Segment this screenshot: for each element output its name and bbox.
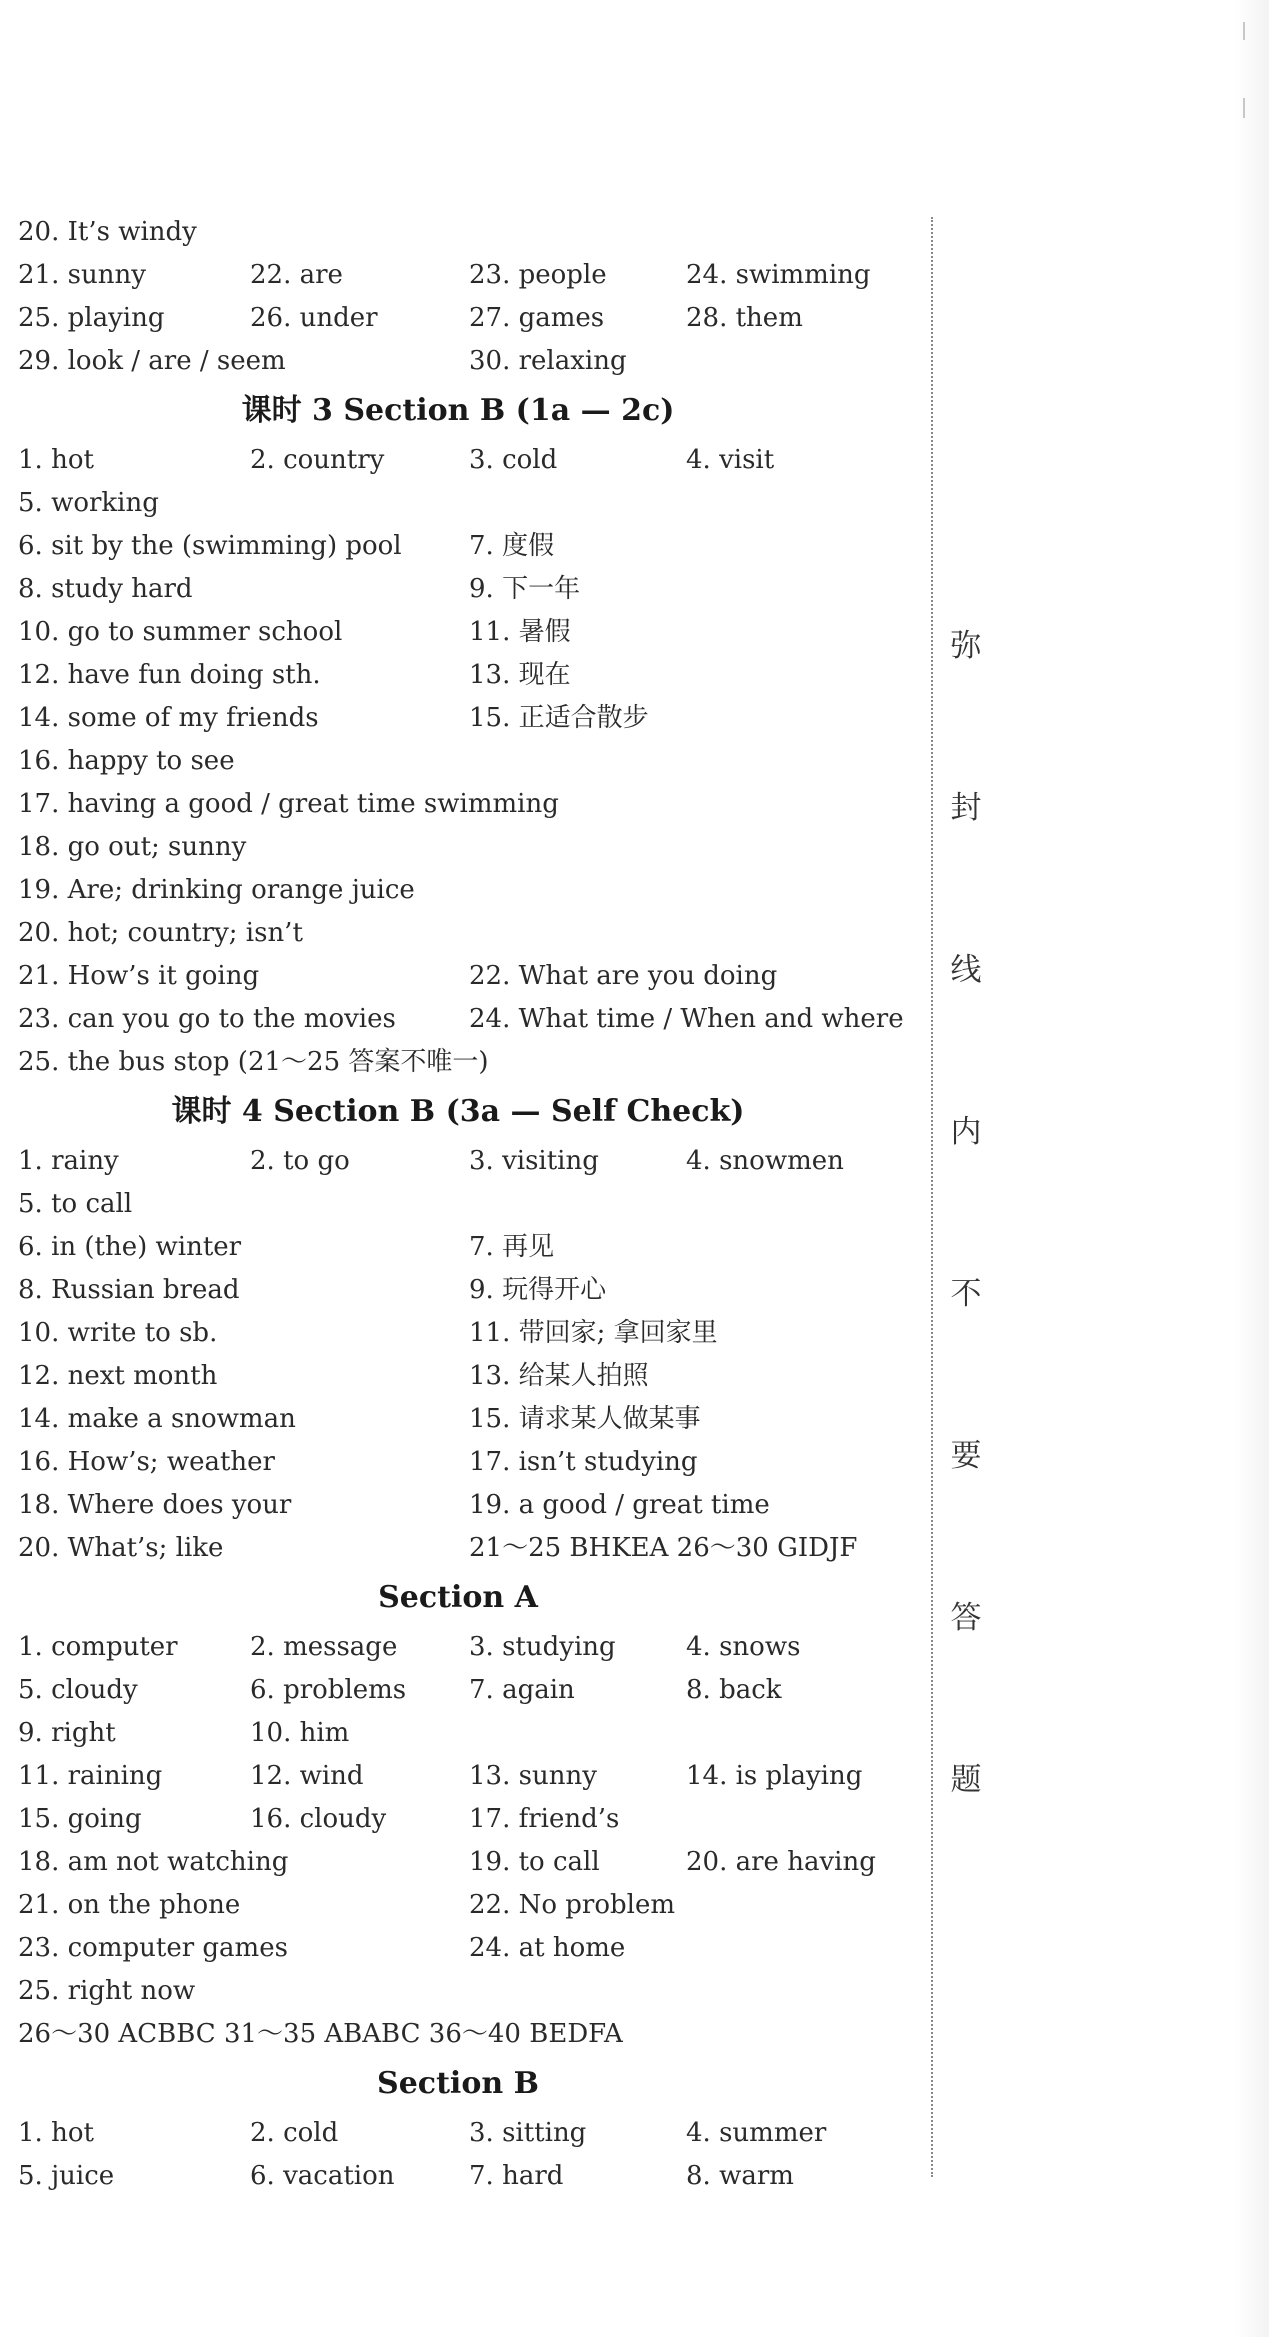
answer-item: 10. write to sb. [18, 1318, 218, 1348]
answer-item: 24. What time / When and where [469, 1004, 904, 1034]
answer-row [18, 2155, 898, 2198]
answer-item: 14. some of my friends [18, 703, 319, 733]
section-heading: Section B [377, 2066, 539, 2101]
answer-row [18, 211, 898, 254]
edge-mark [1243, 22, 1245, 40]
answer-item: 20. What’s; like [18, 1533, 224, 1563]
answer-item: 19. to call [469, 1847, 600, 1877]
answer-item: 1. computer [18, 1632, 178, 1662]
answer-item: 16. cloudy [250, 1804, 387, 1834]
answer-item: 4. summer [686, 2118, 827, 2148]
answer-item: 1. hot [18, 445, 94, 475]
answer-row [18, 998, 904, 1041]
answer-item: 3. cold [469, 445, 558, 475]
seal-dotted-line [931, 217, 933, 2177]
answer-row [18, 783, 898, 826]
answer-item: 7. again [469, 1675, 575, 1705]
answer-row [18, 1884, 898, 1927]
answer-item: 1. rainy [18, 1146, 119, 1176]
answer-item: 27. games [469, 303, 605, 333]
answer-row [18, 340, 898, 383]
answer-item: 18. Where does your [18, 1490, 292, 1520]
answer-item: 13. 现在 [469, 660, 571, 690]
answer-row [18, 1484, 898, 1527]
answer-item: 2. cold [250, 2118, 339, 2148]
edge-mark [1243, 98, 1245, 118]
answer-item: 2. country [250, 445, 385, 475]
answer-item: 17. friend’s [469, 1804, 620, 1834]
answer-item: 6. sit by the (swimming) pool [18, 531, 402, 561]
answer-item: 15. 请求某人做某事 [469, 1404, 701, 1434]
seal-char: 不 [950, 1276, 982, 1312]
answer-item: 9. right [18, 1718, 116, 1748]
answer-item: 5. cloudy [18, 1675, 138, 1705]
answer-item: 21～25 BHKEA 26～30 GIDJF [469, 1533, 858, 1563]
answer-row [18, 1183, 898, 1226]
answer-item: 7. 再见 [469, 1232, 555, 1262]
answer-row [18, 1140, 898, 1183]
answer-item: 6. vacation [250, 2161, 395, 2191]
page-edge-shadow [1235, 0, 1269, 2337]
answer-item: 24. swimming [686, 260, 871, 290]
answer-item: 23. people [469, 260, 607, 290]
answer-row [18, 654, 898, 697]
answer-item: 10. him [250, 1718, 350, 1748]
answer-item: 8. back [686, 1675, 782, 1705]
answer-item: 14. make a snowman [18, 1404, 296, 1434]
answer-row [18, 1798, 898, 1841]
answer-row [18, 1441, 898, 1484]
answer-item: 4. snowmen [686, 1146, 844, 1176]
answer-row [18, 697, 898, 740]
seal-char: 要 [950, 1438, 982, 1474]
answer-row [18, 611, 898, 654]
answer-item: 29. look / are / seem [18, 346, 286, 376]
answer-row [18, 1226, 898, 1269]
answer-item: 19. Are; drinking orange juice [18, 875, 415, 905]
answer-item: 8. warm [686, 2161, 794, 2191]
seal-char: 封 [950, 790, 982, 826]
answer-item: 5. to call [18, 1189, 133, 1219]
answer-row [18, 254, 898, 297]
answer-item: 4. snows [686, 1632, 801, 1662]
answer-item: 23. can you go to the movies [18, 1004, 396, 1034]
answer-item: 20. hot; country; isn’t [18, 918, 303, 948]
answer-row [18, 1712, 898, 1755]
answer-item: 15. 正适合散步 [469, 703, 649, 733]
answer-item: 10. go to summer school [18, 617, 343, 647]
answer-row [18, 1755, 898, 1798]
answer-row [18, 1841, 898, 1884]
answer-item: 28. them [686, 303, 803, 333]
answer-item: 21. sunny [18, 260, 146, 290]
answer-row [18, 439, 898, 482]
section-heading: 课时 4 Section B (3a — Self Check) [171, 1094, 745, 1129]
answer-item: 19. a good / great time [469, 1490, 770, 1520]
answer-item: 3. visiting [469, 1146, 599, 1176]
answer-item: 25. playing [18, 303, 165, 333]
answer-item: 26～30 ACBBC 31～35 ABABC 36～40 BEDFA [18, 2019, 623, 2049]
answer-item: 11. 带回家; 拿回家里 [469, 1318, 718, 1348]
answer-content [18, 211, 904, 2198]
seal-char: 线 [950, 952, 982, 988]
answer-row [18, 2112, 898, 2155]
answer-item: 12. next month [18, 1361, 218, 1391]
answer-item: 16. How’s; weather [18, 1447, 275, 1477]
section-heading: 课时 3 Section B (1a — 2c) [241, 393, 675, 428]
answer-item: 22. What are you doing [469, 961, 778, 991]
answer-item: 21. How’s it going [18, 961, 260, 991]
answer-item: 16. happy to see [18, 746, 235, 776]
answer-item: 24. at home [469, 1933, 626, 1963]
answer-row [18, 826, 898, 869]
answer-item: 26. under [250, 303, 378, 333]
answer-item: 3. sitting [469, 2118, 587, 2148]
answer-row [18, 1927, 898, 1970]
seal-char: 题 [950, 1762, 982, 1798]
answer-item: 17. having a good / great time swimming [18, 789, 559, 819]
answer-row [18, 1398, 898, 1441]
answer-row [18, 869, 898, 912]
answer-row [18, 1355, 898, 1398]
answer-item: 13. sunny [469, 1761, 597, 1791]
answer-item: 13. 给某人拍照 [469, 1361, 649, 1391]
answer-item: 7. 度假 [469, 531, 555, 561]
answer-item: 1. hot [18, 2118, 94, 2148]
answer-item: 25. the bus stop (21～25 答案不唯一) [18, 1047, 489, 1077]
answer-row [18, 297, 898, 340]
answer-item: 11. raining [18, 1761, 163, 1791]
answer-row [18, 1041, 898, 1084]
answer-item: 9. 玩得开心 [469, 1275, 607, 1305]
answer-row [18, 2013, 898, 2056]
answer-row [18, 1312, 898, 1355]
answer-item: 8. Russian bread [18, 1275, 240, 1305]
answer-item: 2. to go [250, 1146, 350, 1176]
answer-row [18, 1669, 898, 1712]
answer-row [18, 1269, 898, 1312]
answer-item: 11. 暑假 [469, 617, 571, 647]
answer-row [18, 912, 898, 955]
section-heading: Section A [378, 1580, 538, 1615]
answer-item: 20. It’s windy [18, 217, 197, 247]
answer-row [18, 482, 898, 525]
answer-item: 9. 下一年 [469, 574, 581, 604]
answer-item: 2. message [250, 1632, 398, 1662]
seal-char: 答 [950, 1600, 982, 1636]
answer-item: 14. is playing [686, 1761, 863, 1791]
answer-item: 12. wind [250, 1761, 364, 1791]
answer-item: 12. have fun doing sth. [18, 660, 321, 690]
answer-item: 4. visit [686, 445, 775, 475]
answer-item: 5. juice [18, 2161, 115, 2191]
answer-row [18, 1970, 898, 2013]
answer-row [18, 1626, 898, 1669]
answer-item: 3. studying [469, 1632, 616, 1662]
answer-row [18, 1527, 898, 1570]
answer-item: 25. right now [18, 1976, 196, 2006]
answer-item: 17. isn’t studying [469, 1447, 698, 1477]
answer-item: 15. going [18, 1804, 142, 1834]
answer-item: 22. No problem [469, 1890, 676, 1920]
answer-item: 20. are having [686, 1847, 876, 1877]
seal-char: 内 [950, 1114, 982, 1150]
answer-item: 6. problems [250, 1675, 407, 1705]
answer-item: 8. study hard [18, 574, 193, 604]
answer-item: 6. in (the) winter [18, 1232, 242, 1262]
answer-row [18, 740, 898, 783]
answer-item: 18. am not watching [18, 1847, 289, 1877]
answer-item: 22. are [250, 260, 343, 290]
seal-char: 弥 [950, 628, 982, 664]
answer-row [18, 955, 898, 998]
answer-item: 23. computer games [18, 1933, 288, 1963]
answer-item: 21. on the phone [18, 1890, 241, 1920]
answer-row [18, 525, 898, 568]
answer-item: 18. go out; sunny [18, 832, 247, 862]
answer-item: 5. working [18, 488, 159, 518]
answer-row [18, 568, 898, 611]
answer-item: 30. relaxing [469, 346, 627, 376]
answer-item: 7. hard [469, 2161, 564, 2191]
